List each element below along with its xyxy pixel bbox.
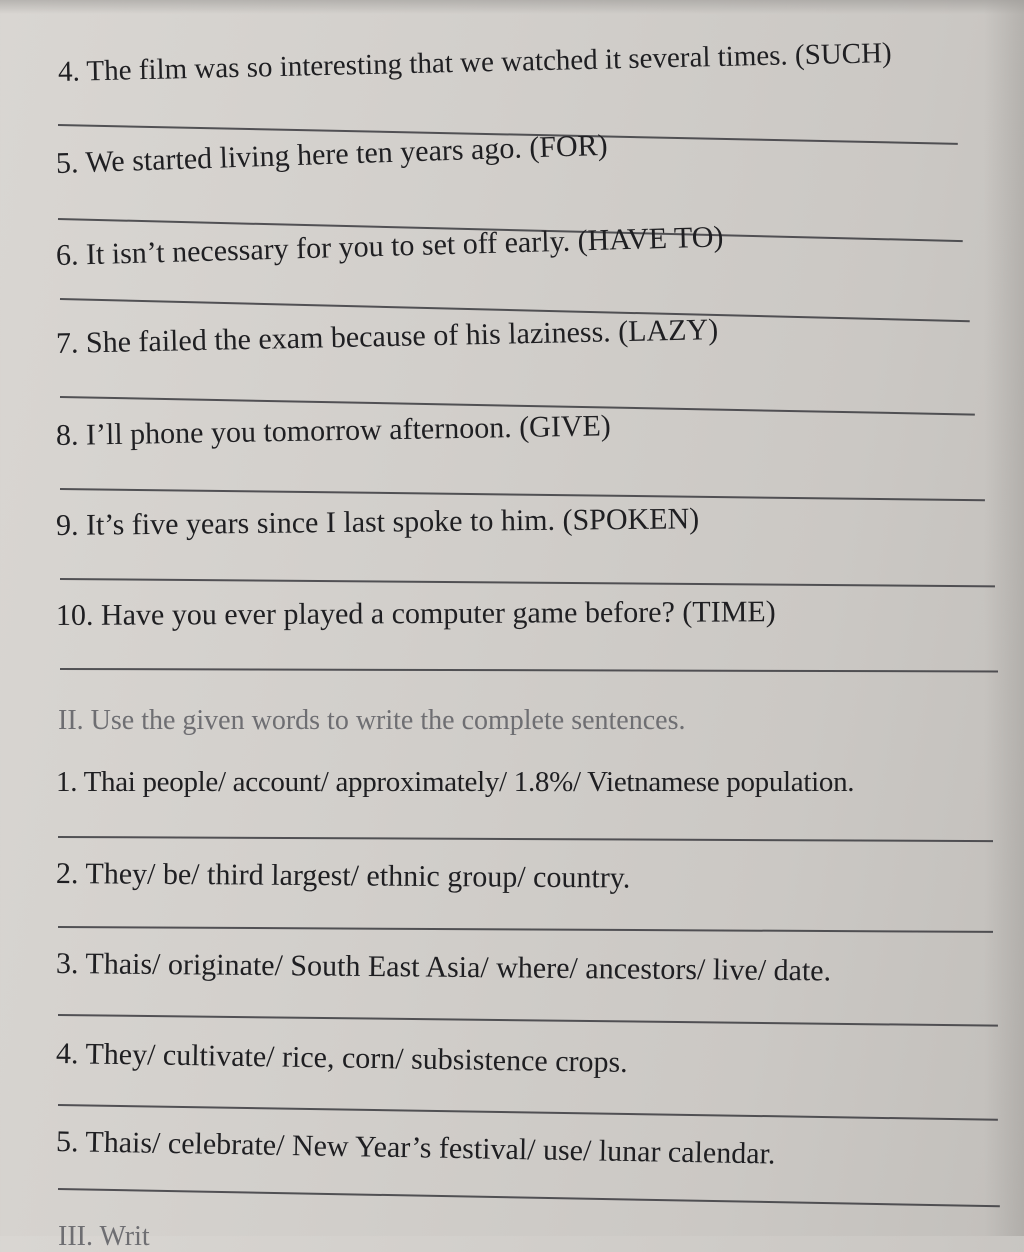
exercise-2-item-2: 2. They/ be/ third largest/ ethnic group/ country. <box>55 857 631 895</box>
answer-line-2-4 <box>58 1104 998 1121</box>
exercise-item-9: 9. It’s five years since I last spoke to him. (SPOKEN) <box>55 502 700 542</box>
exercise-item-4: 4. The film was so interesting that we watched it several times. (SUCH) <box>57 37 892 88</box>
answer-line-8 <box>60 488 985 501</box>
exercise-item-10: 10. Have you ever played a computer game before? (TIME) <box>55 595 776 632</box>
exercise-2-item-5: 5. Thais/ celebrate/ New Year’s festival/ use/ lunar calendar. <box>55 1125 776 1171</box>
answer-line-2-2 <box>58 926 993 933</box>
section-heading-II: II. Use the given words to write the complete sentences. <box>58 705 686 736</box>
section-heading-III-partial: III. Writ <box>58 1221 150 1252</box>
answer-line-2-5 <box>58 1188 1000 1207</box>
page-top-shadow <box>0 0 1024 14</box>
exercise-item-6: 6. It isn’t necessary for you to set off early. (HAVE TO) <box>55 220 724 272</box>
exercise-item-8: 8. I’ll phone you tomorrow afternoon. (GIVE) <box>55 409 612 452</box>
exercise-2-item-3: 3. Thais/ originate/ South East Asia/ where/ ancestors/ live/ date. <box>55 947 832 988</box>
exercise-2-item-1: 1. Thai people/ account/ approximately/ 1.8%/ Vietnamese population. <box>56 766 855 798</box>
answer-line-2-3 <box>58 1014 998 1027</box>
exercise-2-item-4: 4. They/ cultivate/ rice, corn/ subsistence crops. <box>55 1037 628 1079</box>
exercise-item-7: 7. She failed the exam because of his laziness. (LAZY) <box>55 313 719 360</box>
answer-line-9 <box>60 578 995 587</box>
exercise-item-5: 5. We started living here ten years ago. (FOR) <box>55 128 609 180</box>
answer-line-2-1 <box>58 836 993 842</box>
page-right-edge <box>984 0 1024 1236</box>
answer-line-10 <box>60 668 998 672</box>
